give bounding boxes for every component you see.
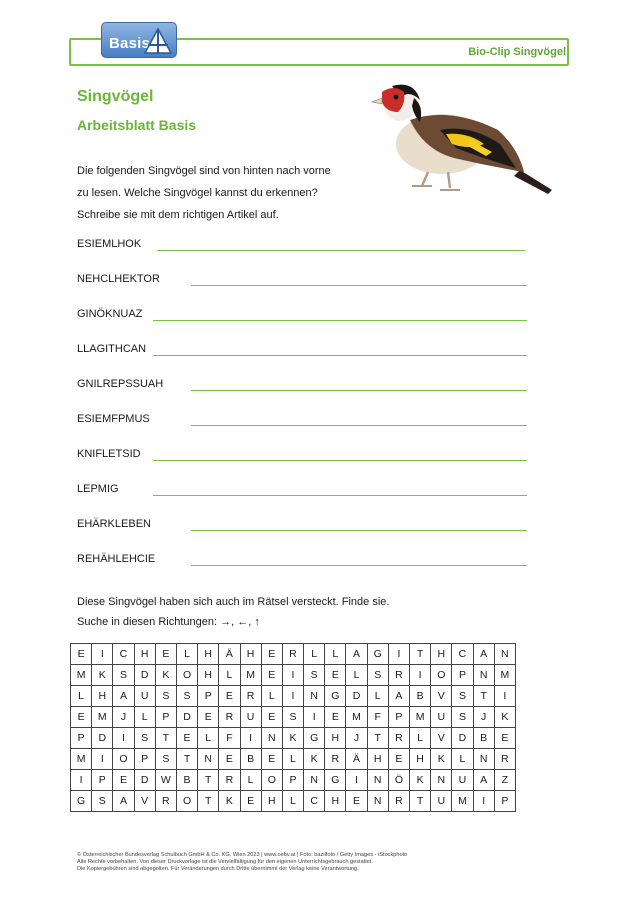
grid-cell[interactable]: D	[176, 707, 197, 728]
grid-cell[interactable]: H	[240, 644, 261, 665]
grid-cell[interactable]: Ö	[388, 770, 409, 791]
grid-cell[interactable]: A	[113, 791, 134, 812]
scrambled-word: LEPMIG	[77, 483, 119, 495]
grid-cell[interactable]: H	[198, 665, 219, 686]
grid-cell[interactable]: J	[473, 707, 494, 728]
grid-cell[interactable]: I	[113, 728, 134, 749]
grid-cell[interactable]: G	[325, 770, 346, 791]
grid-cell[interactable]: E	[219, 686, 240, 707]
word-row	[77, 448, 527, 462]
grid-cell[interactable]: K	[494, 707, 515, 728]
grid-cell[interactable]: V	[431, 686, 452, 707]
grid-cell[interactable]: L	[240, 770, 261, 791]
grid-cell[interactable]: S	[452, 686, 473, 707]
grid-cell[interactable]: L	[410, 728, 431, 749]
grid-cell[interactable]: Ä	[219, 644, 240, 665]
grid-cell[interactable]: Z	[494, 770, 515, 791]
intro-line: Schreibe sie mit dem richtigen Artikel auf.	[77, 209, 279, 221]
grid-cell[interactable]: L	[261, 686, 282, 707]
grid-cell[interactable]: A	[388, 686, 409, 707]
grid-cell[interactable]: E	[261, 665, 282, 686]
scrambled-word: LLAGITHCAN	[77, 343, 147, 355]
grid-cell[interactable]: E	[71, 644, 92, 665]
grid-cell[interactable]: U	[134, 686, 155, 707]
grid-cell[interactable]: P	[452, 665, 473, 686]
grid-cell[interactable]: E	[494, 728, 515, 749]
answer-line[interactable]	[153, 355, 527, 356]
grid-cell[interactable]: N	[473, 665, 494, 686]
grid-cell[interactable]: S	[92, 791, 113, 812]
grid-cell[interactable]: T	[410, 791, 431, 812]
grid-cell[interactable]: D	[92, 728, 113, 749]
word-row	[77, 273, 527, 287]
grid-cell[interactable]: P	[198, 686, 219, 707]
puzzle-directions: Suche in diesen Richtungen: →, ←, ↑	[77, 616, 260, 628]
word-search-grid	[70, 643, 516, 812]
grid-cell[interactable]: E	[176, 728, 197, 749]
grid-cell[interactable]: E	[71, 707, 92, 728]
grid-cell[interactable]: J	[346, 728, 367, 749]
grid-cell[interactable]: N	[261, 728, 282, 749]
grid-cell[interactable]: U	[452, 770, 473, 791]
grid-cell[interactable]: E	[325, 665, 346, 686]
word-row	[77, 413, 527, 427]
grid-cell[interactable]: V	[431, 728, 452, 749]
grid-cell[interactable]: S	[155, 749, 176, 770]
grid-row	[71, 749, 516, 770]
grid-cell[interactable]: T	[473, 686, 494, 707]
intro-line: zu lesen. Welche Singvögel kannst du erkennen?	[77, 187, 318, 199]
grid-cell[interactable]: V	[134, 791, 155, 812]
triangle-logo-icon	[144, 27, 172, 55]
grid-cell[interactable]: S	[452, 707, 473, 728]
grid-cell[interactable]: L	[176, 644, 197, 665]
answer-line[interactable]	[191, 425, 527, 426]
grid-cell[interactable]: E	[261, 707, 282, 728]
grid-cell[interactable]: I	[282, 686, 303, 707]
grid-cell[interactable]: S	[113, 665, 134, 686]
grid-cell[interactable]: I	[71, 770, 92, 791]
grid-cell[interactable]: P	[92, 770, 113, 791]
page-title: Singvögel	[77, 88, 154, 105]
scrambled-word: NEHCLHEKTOR	[77, 273, 160, 285]
grid-cell[interactable]: S	[176, 686, 197, 707]
grid-cell[interactable]: M	[71, 749, 92, 770]
grid-cell[interactable]: S	[134, 728, 155, 749]
grid-cell[interactable]: H	[410, 749, 431, 770]
grid-cell[interactable]: N	[494, 644, 515, 665]
scrambled-word: ESIEMFPMUS	[77, 413, 150, 425]
scrambled-word: ESIEMLHOK	[77, 238, 142, 250]
grid-cell[interactable]: H	[431, 644, 452, 665]
answer-line[interactable]	[191, 285, 527, 286]
grid-cell[interactable]: B	[410, 686, 431, 707]
grid-cell[interactable]: E	[261, 749, 282, 770]
basis-logo	[101, 22, 177, 58]
grid-cell[interactable]: L	[367, 686, 388, 707]
grid-cell[interactable]: R	[494, 749, 515, 770]
grid-cell[interactable]: M	[452, 791, 473, 812]
grid-cell[interactable]: I	[240, 728, 261, 749]
grid-cell[interactable]: L	[198, 728, 219, 749]
answer-line[interactable]	[191, 390, 527, 391]
grid-cell[interactable]: E	[261, 644, 282, 665]
grid-cell[interactable]: D	[452, 728, 473, 749]
grid-cell[interactable]: M	[240, 665, 261, 686]
grid-cell[interactable]: D	[134, 770, 155, 791]
grid-cell[interactable]: P	[282, 770, 303, 791]
grid-cell[interactable]: L	[346, 665, 367, 686]
grid-cell[interactable]: T	[176, 749, 197, 770]
grid-cell[interactable]: I	[92, 644, 113, 665]
grid-row	[71, 665, 516, 686]
grid-cell[interactable]: I	[494, 686, 515, 707]
grid-cell[interactable]: P	[155, 707, 176, 728]
grid-cell[interactable]: M	[410, 707, 431, 728]
grid-cell[interactable]: N	[473, 749, 494, 770]
scrambled-word: KNIFLETSID	[77, 448, 141, 460]
grid-cell[interactable]: T	[367, 728, 388, 749]
grid-cell[interactable]: H	[134, 644, 155, 665]
grid-cell[interactable]: M	[494, 665, 515, 686]
grid-cell[interactable]: D	[134, 665, 155, 686]
footer-line: Alle Rechte vorbehalten. Von dieser Druckvorlage ist die Vervielfältigung für den eigenen Unterrichtsgebrauch gestattet.	[77, 859, 374, 866]
grid-cell[interactable]: E	[198, 707, 219, 728]
grid-cell[interactable]: N	[367, 770, 388, 791]
grid-cell[interactable]: R	[155, 791, 176, 812]
grid-cell[interactable]: R	[388, 791, 409, 812]
grid-cell[interactable]: N	[431, 770, 452, 791]
grid-cell[interactable]: R	[219, 770, 240, 791]
grid-cell[interactable]: L	[282, 791, 303, 812]
grid-cell[interactable]: L	[134, 707, 155, 728]
grid-cell[interactable]: A	[473, 644, 494, 665]
grid-cell[interactable]: G	[325, 686, 346, 707]
grid-cell[interactable]: C	[452, 644, 473, 665]
grid-cell[interactable]: L	[325, 644, 346, 665]
grid-cell[interactable]: E	[155, 644, 176, 665]
answer-line[interactable]	[153, 320, 527, 321]
grid-cell[interactable]: G	[367, 644, 388, 665]
grid-cell[interactable]: U	[431, 791, 452, 812]
scrambled-word: GNILREPSSUAH	[77, 378, 164, 390]
word-row	[77, 518, 527, 532]
grid-cell[interactable]: J	[113, 707, 134, 728]
intro-line: Die folgenden Singvögel sind von hinten nach vorne	[77, 165, 331, 177]
grid-cell[interactable]: I	[92, 749, 113, 770]
footer-line: Die Kopiergebühren sind abgegolten. Für Veränderungen durch Dritte übernimmt der Verlag keine Verantwortung.	[77, 866, 359, 873]
answer-line[interactable]	[153, 460, 527, 461]
grid-row	[71, 707, 516, 728]
grid-cell[interactable]: T	[410, 644, 431, 665]
footer	[77, 852, 407, 874]
grid-cell[interactable]: H	[367, 749, 388, 770]
grid-cell[interactable]: S	[367, 665, 388, 686]
grid-cell[interactable]: I	[346, 770, 367, 791]
grid-row	[71, 770, 516, 791]
grid-cell[interactable]: N	[367, 791, 388, 812]
answer-line[interactable]	[191, 530, 527, 531]
grid-cell[interactable]: P	[134, 749, 155, 770]
scrambled-word: EHÄRKLEBEN	[77, 518, 151, 530]
grid-cell[interactable]: F	[219, 728, 240, 749]
scrambled-word: REHÄHLEHCIE	[77, 553, 156, 565]
grid-cell[interactable]: R	[388, 728, 409, 749]
grid-cell[interactable]: S	[282, 707, 303, 728]
grid-cell[interactable]: I	[304, 707, 325, 728]
grid-cell[interactable]: B	[240, 749, 261, 770]
grid-cell[interactable]: K	[410, 770, 431, 791]
grid-cell[interactable]: B	[176, 770, 197, 791]
grid-cell[interactable]: P	[388, 707, 409, 728]
grid-cell[interactable]: M	[71, 665, 92, 686]
grid-cell[interactable]: T	[198, 791, 219, 812]
grid-cell[interactable]: I	[410, 665, 431, 686]
grid-cell[interactable]: S	[155, 686, 176, 707]
grid-row	[71, 686, 516, 707]
grid-row	[71, 728, 516, 749]
grid-cell[interactable]: O	[431, 665, 452, 686]
word-row	[77, 483, 527, 497]
grid-cell[interactable]: I	[473, 791, 494, 812]
grid-cell[interactable]: H	[325, 791, 346, 812]
grid-cell[interactable]: L	[304, 644, 325, 665]
grid-cell[interactable]: E	[325, 707, 346, 728]
grid-cell[interactable]: K	[155, 665, 176, 686]
grid-cell[interactable]: L	[219, 665, 240, 686]
grid-cell[interactable]: F	[367, 707, 388, 728]
grid-cell[interactable]: W	[155, 770, 176, 791]
grid-cell[interactable]: I	[282, 665, 303, 686]
grid-cell[interactable]: N	[198, 749, 219, 770]
word-row	[77, 378, 527, 392]
grid-cell[interactable]: L	[282, 749, 303, 770]
grid-cell[interactable]: P	[494, 791, 515, 812]
grid-cell[interactable]: N	[304, 770, 325, 791]
puzzle-intro: Diese Singvögel haben sich auch im Rätsel versteckt. Finde sie.	[77, 596, 390, 608]
grid-cell[interactable]: O	[113, 749, 134, 770]
grid-cell[interactable]: E	[113, 770, 134, 791]
intro-text	[77, 160, 377, 226]
word-row	[77, 343, 527, 357]
grid-cell[interactable]: I	[388, 644, 409, 665]
grid-cell[interactable]: H	[198, 644, 219, 665]
grid-cell[interactable]: C	[304, 791, 325, 812]
grid-cell[interactable]: O	[261, 770, 282, 791]
grid-cell[interactable]: S	[304, 665, 325, 686]
scrambled-word: GINÖKNUAZ	[77, 308, 143, 320]
grid-cell[interactable]: K	[92, 665, 113, 686]
grid-cell[interactable]: R	[219, 707, 240, 728]
grid-cell[interactable]: H	[92, 686, 113, 707]
grid-cell[interactable]: D	[346, 686, 367, 707]
grid-cell[interactable]: A	[113, 686, 134, 707]
grid-cell[interactable]: O	[176, 665, 197, 686]
grid-cell[interactable]: E	[388, 749, 409, 770]
grid-cell[interactable]: K	[282, 728, 303, 749]
grid-cell[interactable]: L	[452, 749, 473, 770]
goldfinch-photo	[370, 78, 554, 202]
grid-cell[interactable]: R	[240, 686, 261, 707]
grid-cell[interactable]: E	[240, 791, 261, 812]
answer-line[interactable]	[157, 250, 525, 251]
grid-cell[interactable]: A	[473, 770, 494, 791]
grid-cell[interactable]: R	[282, 644, 303, 665]
grid-cell[interactable]: H	[325, 728, 346, 749]
word-row	[77, 308, 527, 322]
header-label: Bio-Clip Singvögel	[468, 46, 566, 58]
word-row	[77, 238, 527, 252]
grid-cell[interactable]: U	[431, 707, 452, 728]
word-row	[77, 553, 527, 567]
grid-cell[interactable]: H	[261, 791, 282, 812]
grid-cell[interactable]: E	[219, 749, 240, 770]
grid-cell[interactable]: Ä	[346, 749, 367, 770]
grid-cell[interactable]: N	[304, 686, 325, 707]
grid-cell[interactable]: T	[198, 770, 219, 791]
grid-cell[interactable]: U	[240, 707, 261, 728]
grid-cell[interactable]: M	[346, 707, 367, 728]
grid-cell[interactable]: A	[346, 644, 367, 665]
grid-cell[interactable]: B	[473, 728, 494, 749]
grid-cell[interactable]: K	[219, 791, 240, 812]
grid-cell[interactable]: T	[155, 728, 176, 749]
logo-text: Basis	[109, 35, 151, 52]
footer-line: © Österreichischer Bundesverlag Schulbuch GmbH & Co. KG, Wien 2023 | www.oebv.at | Foto: bazilfoto / Getty Images - iStockphoto	[77, 852, 408, 858]
answer-line[interactable]	[153, 495, 527, 496]
grid-row	[71, 791, 516, 812]
grid-cell[interactable]: C	[113, 644, 134, 665]
grid-cell[interactable]: K	[431, 749, 452, 770]
grid-cell[interactable]: L	[71, 686, 92, 707]
grid-cell[interactable]: G	[304, 728, 325, 749]
page-subtitle: Arbeitsblatt Basis	[77, 117, 197, 133]
grid-cell[interactable]: K	[304, 749, 325, 770]
answer-line[interactable]	[191, 565, 527, 566]
grid-cell[interactable]: R	[388, 665, 409, 686]
grid-cell[interactable]: P	[71, 728, 92, 749]
grid-cell[interactable]: R	[325, 749, 346, 770]
grid-cell[interactable]: O	[176, 791, 197, 812]
grid-cell[interactable]: E	[346, 791, 367, 812]
grid-cell[interactable]: M	[92, 707, 113, 728]
grid-row	[71, 644, 516, 665]
grid-cell[interactable]: G	[71, 791, 92, 812]
